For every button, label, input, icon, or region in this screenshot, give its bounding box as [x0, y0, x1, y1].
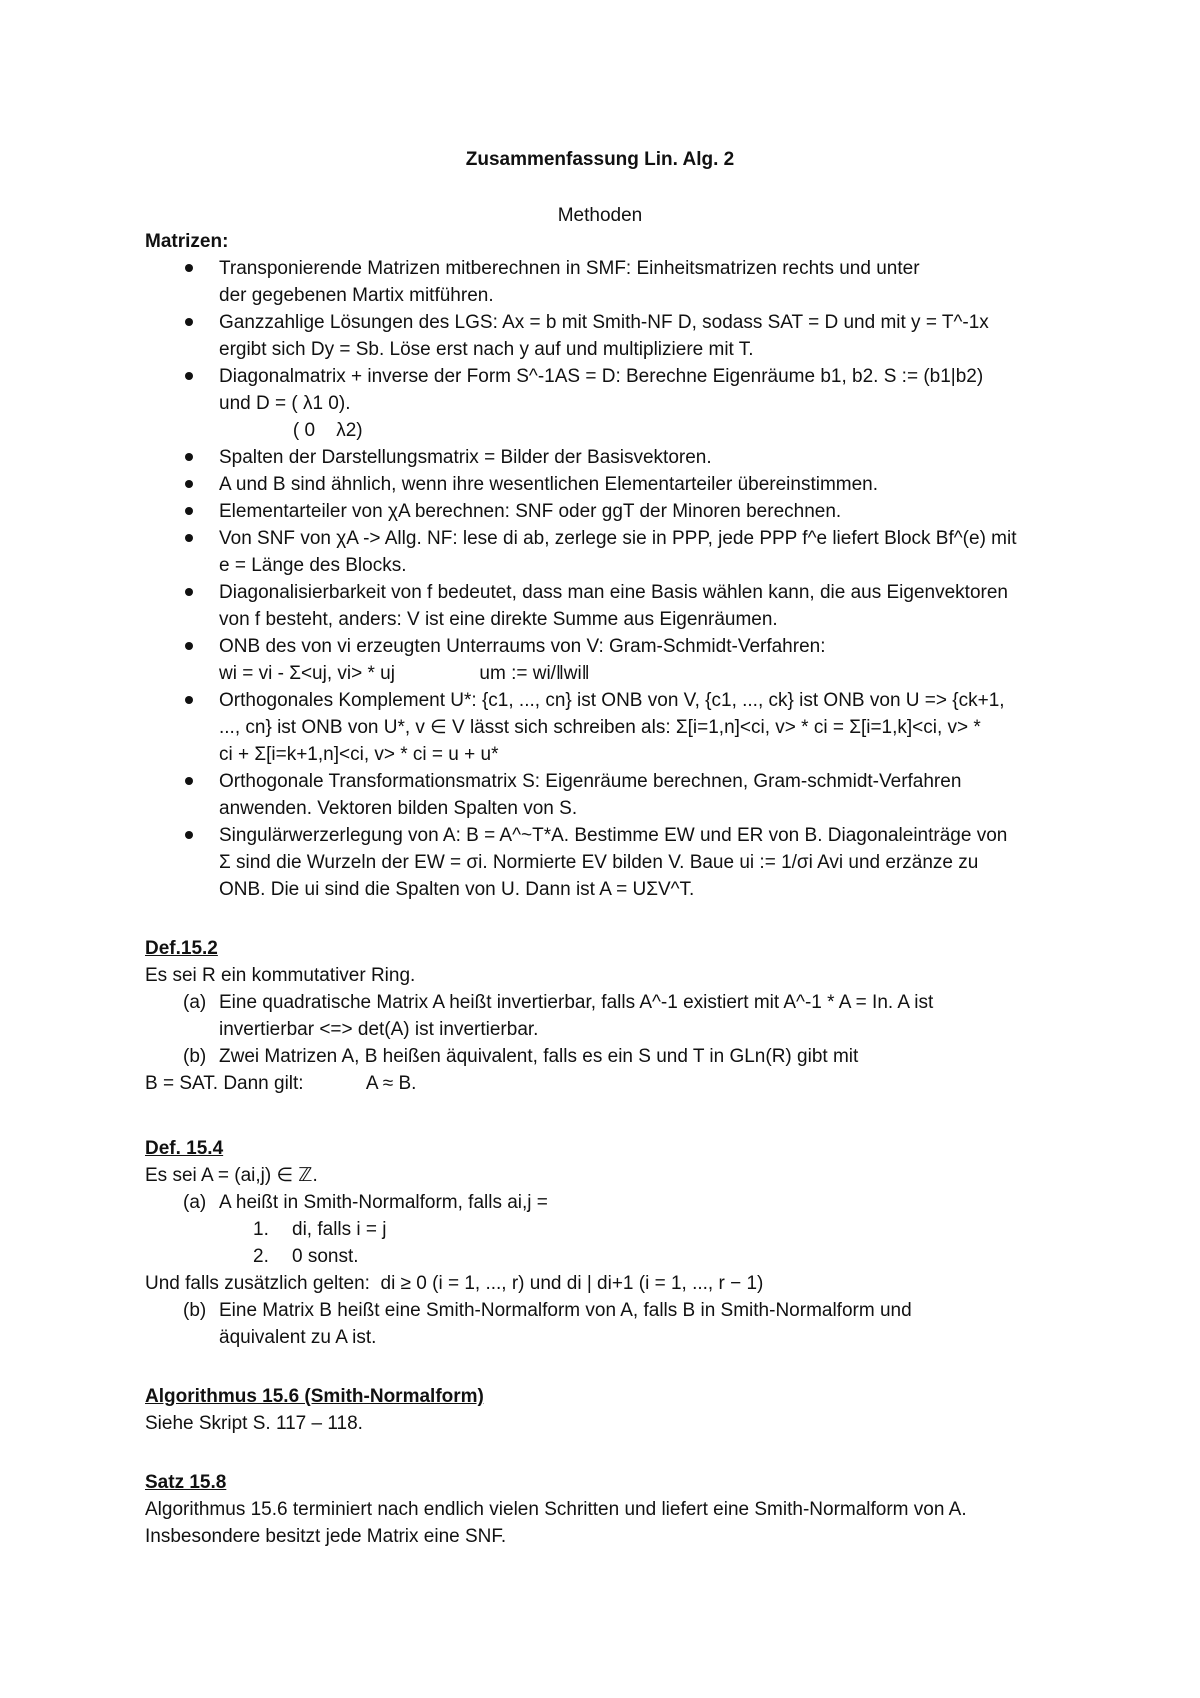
- bullet-line: A und B sind ähnlich, wenn ihre wesentlichen Elementarteiler übereinstimmen.: [219, 474, 879, 495]
- bullet-line: und D = ( λ1 0).: [219, 393, 351, 414]
- bullet-line: ( 0 λ2): [219, 420, 363, 441]
- bullet-icon: [185, 534, 193, 542]
- bullet-line: e = Länge des Blocks.: [219, 555, 407, 576]
- bullet-line: der gegebenen Martix mitführen.: [219, 285, 494, 306]
- bullet-line: Singulärwerzerlegung von A: B = A^~T*A. Bestimme EW und ER von B. Diagonaleinträge von: [219, 825, 1008, 846]
- list-number: 2.: [253, 1246, 269, 1267]
- list-number: 1.: [253, 1219, 269, 1240]
- bullet-icon: [185, 480, 193, 488]
- bullet-line: Elementarteiler von χA berechnen: SNF oder ggT der Minoren berechnen.: [219, 501, 842, 522]
- def-15-2-heading: Def.15.2: [145, 938, 218, 959]
- satz-15-8-line: Algorithmus 15.6 terminiert nach endlich vielen Schritten und liefert eine Smith-Normalform von A.: [145, 1499, 967, 1520]
- bullet-line: Orthogonale Transformationsmatrix S: Eigenräume berechnen, Gram-schmidt-Verfahren: [219, 771, 962, 792]
- def-15-2-a-line: invertierbar <=> det(A) ist invertierbar.: [219, 1019, 539, 1040]
- bullet-icon: [185, 642, 193, 650]
- bullet-line: wi = vi - Σ<uj, vi> * uj um := wi/‖wi‖: [219, 663, 590, 684]
- bullet-icon: [185, 777, 193, 785]
- bullet-icon: [185, 831, 193, 839]
- bullet-line: Transponierende Matrizen mitberechnen in SMF: Einheitsmatrizen rechts und unter: [219, 258, 920, 279]
- item-label: (a): [183, 992, 207, 1013]
- satz-15-8-heading: Satz 15.8: [145, 1472, 227, 1493]
- def-15-4-b-line: äquivalent zu A ist.: [219, 1327, 377, 1348]
- bullet-icon: [185, 588, 193, 596]
- satz-15-8-line: Insbesondere besitzt jede Matrix eine SNF.: [145, 1526, 507, 1547]
- bullet-line: ..., cn} ist ONB von U*, v ∈ V lässt sich schreiben als: Σ[i=1,n]<ci, v> * ci = Σ[i=1,k]<ci, v> *: [219, 717, 981, 738]
- list-item: 0 sonst.: [292, 1246, 359, 1267]
- bullet-line: Orthogonales Komplement U*: {c1, ..., cn} ist ONB von V, {c1, ..., ck} ist ONB von U => {ck+1,: [219, 690, 1005, 711]
- def-15-4-b-line: Eine Matrix B heißt eine Smith-Normalform von A, falls B in Smith-Normalform und: [219, 1300, 912, 1321]
- bullet-line: anwenden. Vektoren bilden Spalten von S.: [219, 798, 578, 819]
- def-15-4-condition: Und falls zusätzlich gelten: di ≥ 0 (i = 1, ..., r) und di | di+1 (i = 1, ..., r − 1): [145, 1273, 764, 1294]
- bullet-line: ci + Σ[i=k+1,n]<ci, v> * ci = u + u*: [219, 744, 499, 765]
- bullet-icon: [185, 507, 193, 515]
- bullet-icon: [185, 318, 193, 326]
- item-label: (b): [183, 1046, 207, 1067]
- def-15-4-a-line: A heißt in Smith-Normalform, falls ai,j =: [219, 1192, 548, 1213]
- def-15-2-intro: Es sei R ein kommutativer Ring.: [145, 965, 416, 986]
- def-15-2-a-line: Eine quadratische Matrix A heißt invertierbar, falls A^-1 existiert mit A^-1 * A = In. A ist: [219, 992, 934, 1013]
- page-title: Zusammenfassung Lin. Alg. 2: [465, 149, 735, 170]
- bullet-line: Spalten der Darstellungsmatrix = Bilder der Basisvektoren.: [219, 447, 712, 468]
- def-15-4-heading: Def. 15.4: [145, 1138, 224, 1159]
- alg-15-6-text: Siehe Skript S. 117 – 118.: [145, 1413, 363, 1434]
- bullet-icon: [185, 264, 193, 272]
- def-15-2-b-cont: B = SAT. Dann gilt: A ≈ B.: [145, 1073, 417, 1094]
- bullet-line: Diagonalmatrix + inverse der Form S^-1AS = D: Berechne Eigenräume b1, b2. S := (b1|b2): [219, 366, 984, 387]
- bullet-line: Σ sind die Wurzeln der EW = σi. Normierte EV bilden V. Baue ui := 1/σi Avi und erzänze zu: [219, 852, 979, 873]
- bullet-line: ONB des von vi erzeugten Unterraums von V: Gram-Schmidt-Verfahren:: [219, 636, 826, 657]
- list-item: di, falls i = j: [292, 1219, 387, 1240]
- def-15-2-b-line: Zwei Matrizen A, B heißen äquivalent, falls es ein S und T in GLn(R) gibt mit: [219, 1046, 859, 1067]
- bullet-line: Von SNF von χA -> Allg. NF: lese di ab, zerlege sie in PPP, jede PPP f^e liefert Block Bf^(e) mit: [219, 528, 1017, 549]
- bullet-line: ergibt sich Dy = Sb. Löse erst nach y auf und multipliziere mit T.: [219, 339, 754, 360]
- bullet-icon: [185, 453, 193, 461]
- bullet-line: ONB. Die ui sind die Spalten von U. Dann ist A = UΣV^T.: [219, 879, 695, 900]
- bullet-line: Diagonalisierbarkeit von f bedeutet, dass man eine Basis wählen kann, die aus Eigenvektoren: [219, 582, 1008, 603]
- item-label: (b): [183, 1300, 207, 1321]
- matrizen-heading: Matrizen:: [145, 231, 229, 252]
- section-title: Methoden: [557, 205, 643, 226]
- item-label: (a): [183, 1192, 207, 1213]
- bullet-line: Ganzzahlige Lösungen des LGS: Ax = b mit Smith-NF D, sodass SAT = D und mit y = T^-1x: [219, 312, 989, 333]
- bullet-icon: [185, 696, 193, 704]
- def-15-4-intro: Es sei A = (ai,j) ∈ ℤ.: [145, 1165, 318, 1186]
- alg-15-6-heading: Algorithmus 15.6 (Smith-Normalform): [145, 1386, 484, 1407]
- bullet-line: von f besteht, anders: V ist eine direkte Summe aus Eigenräumen.: [219, 609, 778, 630]
- bullet-icon: [185, 372, 193, 380]
